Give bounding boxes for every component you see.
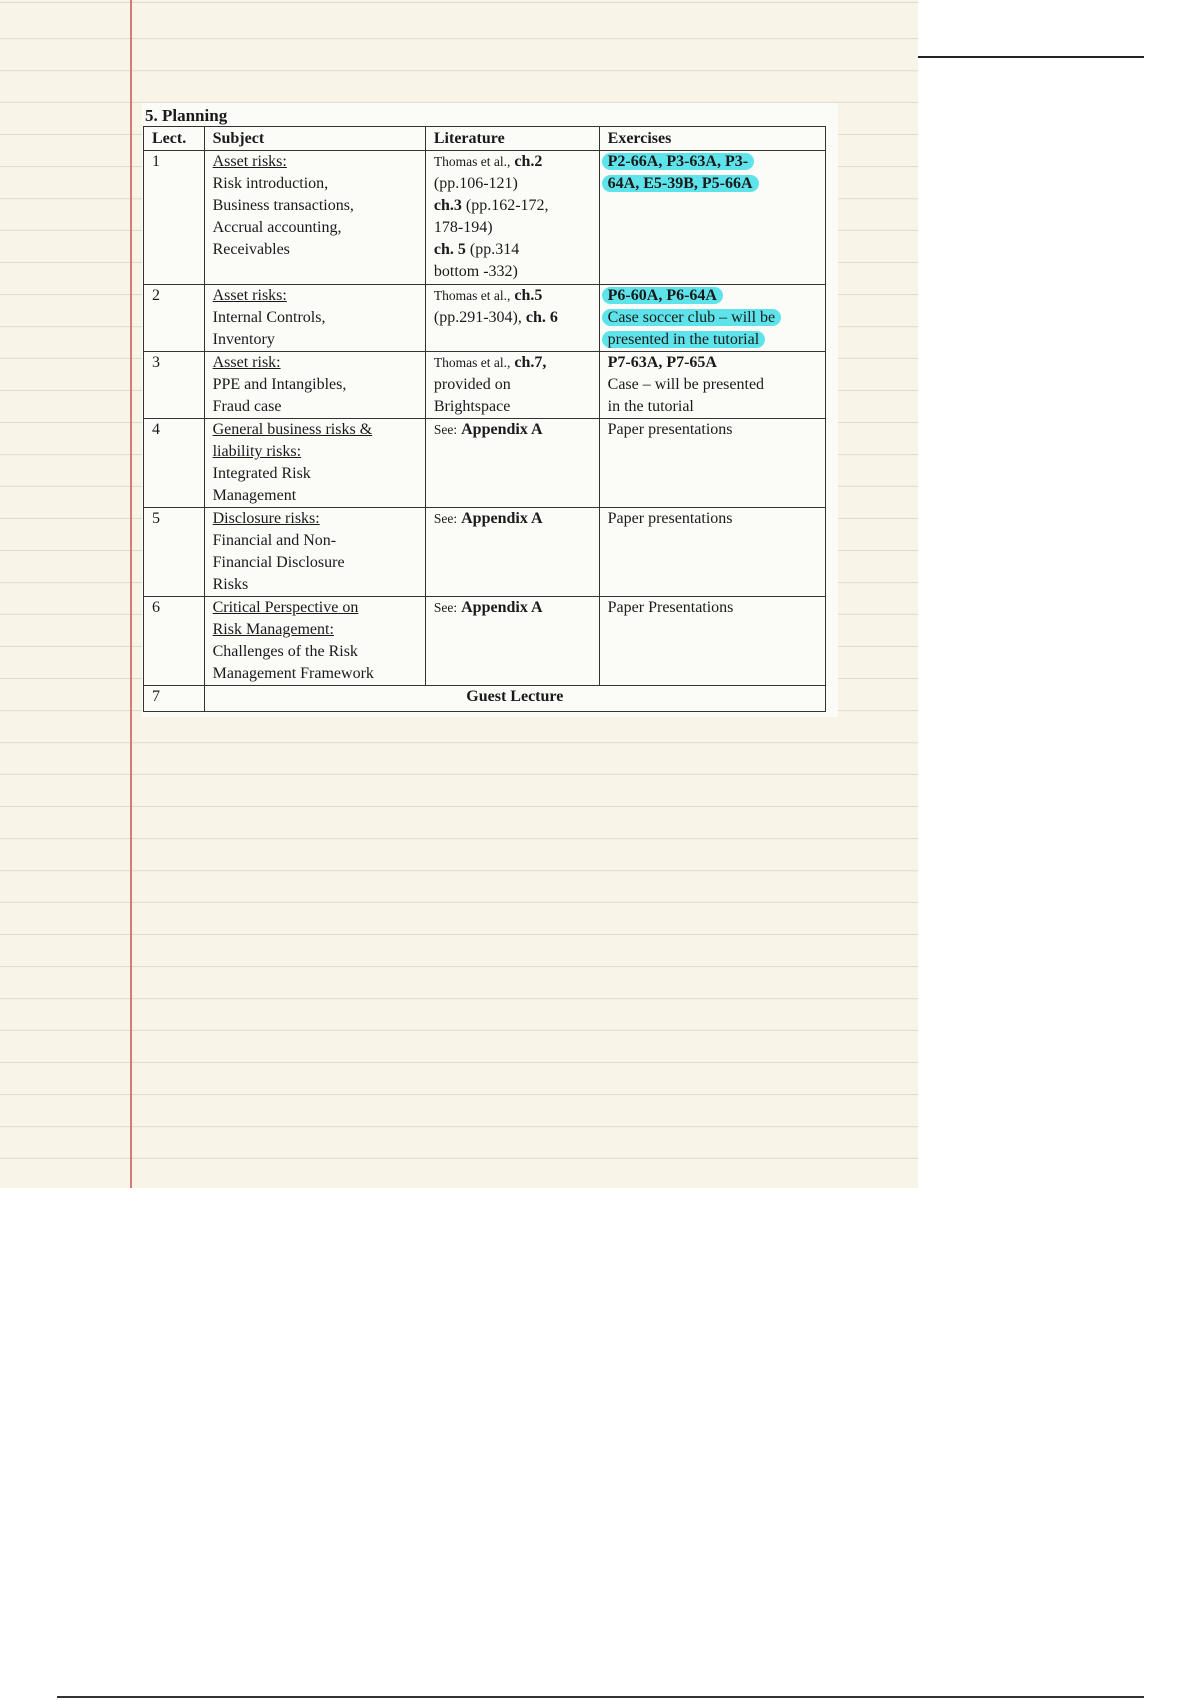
literature-appendix: Appendix A (461, 599, 543, 616)
lecture-number: 3 (144, 352, 205, 419)
table-row (144, 686, 826, 712)
lecture-number: 1 (144, 151, 205, 285)
column-header-lecture: Lect. (144, 127, 205, 151)
highlighted-exercises: P2-66A, P3-63A, P3- (602, 153, 754, 170)
literature-cell (425, 508, 599, 597)
subject-heading: Asset risk: (212, 354, 281, 371)
lecture-number: 7 (144, 686, 205, 712)
literature-cell (425, 419, 599, 508)
literature-chapter: ch. 6 (525, 309, 558, 326)
literature-note: provided on (433, 376, 511, 393)
exercises-cell: Paper presentations (599, 419, 825, 508)
header-rule (918, 56, 1144, 58)
exercises-cell (599, 151, 825, 285)
literature-cell (425, 352, 599, 419)
column-header-exercises: Exercises (599, 127, 825, 151)
subject-line: Business transactions, (212, 197, 354, 214)
footer-rule (57, 1696, 1144, 1698)
subject-heading: Asset risks: (212, 287, 287, 304)
literature-chapter: ch. 5 (433, 241, 466, 258)
subject-cell (204, 151, 425, 285)
highlighted-exercises: 64A, E5-39B, P5-66A (602, 175, 759, 192)
exercises-cell: Paper Presentations (599, 597, 825, 686)
table-row (144, 419, 826, 508)
lecture-number: 5 (144, 508, 205, 597)
column-header-literature: Literature (425, 127, 599, 151)
guest-lecture-cell: Guest Lecture (204, 686, 825, 712)
literature-see: See: (433, 600, 458, 615)
literature-author: Thomas et al., (433, 154, 511, 169)
highlighted-case-text: Case soccer club – will be (602, 309, 782, 326)
literature-pages: (pp.314 (469, 241, 520, 258)
exercises-cell (599, 285, 825, 352)
subject-heading: Disclosure risks: (212, 510, 320, 527)
subject-line: Challenges of the Risk (212, 643, 358, 660)
exercises-note: Case – will be presented (607, 376, 765, 393)
exercises-cell: Paper presentations (599, 508, 825, 597)
literature-appendix: Appendix A (461, 421, 543, 438)
subject-cell (204, 597, 425, 686)
literature-cell (425, 151, 599, 285)
subject-line: Financial and Non- (212, 532, 337, 549)
literature-see: See: (433, 422, 458, 437)
literature-pages: (pp.106-121) (433, 175, 518, 192)
planning-table (143, 126, 826, 712)
subject-heading: liability risks: (212, 443, 302, 460)
literature-note: Brightspace (433, 398, 511, 415)
subject-line: Risk introduction, (212, 175, 329, 192)
literature-chapter: ch.7, (514, 354, 547, 371)
table-row (144, 508, 826, 597)
exercises-note: in the tutorial (607, 398, 694, 415)
literature-pages: (pp.162-172, (465, 197, 549, 214)
subject-line: PPE and Intangibles, (212, 376, 347, 393)
subject-line: Internal Controls, (212, 309, 326, 326)
subject-heading: Risk Management: (212, 621, 334, 638)
table-row (144, 352, 826, 419)
exercises-list: P7-63A, P7-65A (607, 354, 717, 371)
lecture-number: 2 (144, 285, 205, 352)
lecture-number: 6 (144, 597, 205, 686)
subject-line: Integrated Risk (212, 465, 311, 482)
literature-chapter: ch.5 (514, 287, 543, 304)
subject-line: Financial Disclosure (212, 554, 345, 571)
literature-pages: (pp.291-304), (433, 309, 522, 326)
literature-author: Thomas et al., (433, 355, 511, 370)
table-row (144, 597, 826, 686)
literature-chapter: ch.3 (433, 197, 462, 214)
subject-heading: Asset risks: (212, 153, 287, 170)
literature-cell (425, 285, 599, 352)
margin-line (130, 0, 132, 1188)
table-header-row (144, 127, 826, 151)
literature-appendix: Appendix A (461, 510, 543, 527)
column-header-subject: Subject (204, 127, 425, 151)
highlighted-exercises: P6-60A, P6-64A (602, 287, 723, 304)
subject-line: Management Framework (212, 665, 374, 682)
subject-line: Fraud case (212, 398, 282, 415)
subject-line: Accrual accounting, (212, 219, 342, 236)
exercises-cell (599, 352, 825, 419)
table-row (144, 151, 826, 285)
subject-heading: Critical Perspective on (212, 599, 359, 616)
subject-cell (204, 352, 425, 419)
section-title: 5. Planning (145, 106, 228, 125)
subject-cell (204, 508, 425, 597)
subject-line: Risks (212, 576, 249, 593)
subject-line: Receivables (212, 241, 290, 258)
literature-pages: bottom -332) (433, 263, 518, 280)
lecture-number: 4 (144, 419, 205, 508)
subject-cell (204, 419, 425, 508)
highlighted-case-text: presented in the tutorial (602, 331, 766, 348)
subject-heading: General business risks & (212, 421, 373, 438)
subject-line: Inventory (212, 331, 275, 348)
literature-author: Thomas et al., (433, 288, 511, 303)
literature-cell (425, 597, 599, 686)
subject-line: Management (212, 487, 297, 504)
table-row (144, 285, 826, 352)
subject-cell (204, 285, 425, 352)
literature-see: See: (433, 511, 458, 526)
literature-pages: 178-194) (433, 219, 493, 236)
literature-chapter: ch.2 (514, 153, 543, 170)
